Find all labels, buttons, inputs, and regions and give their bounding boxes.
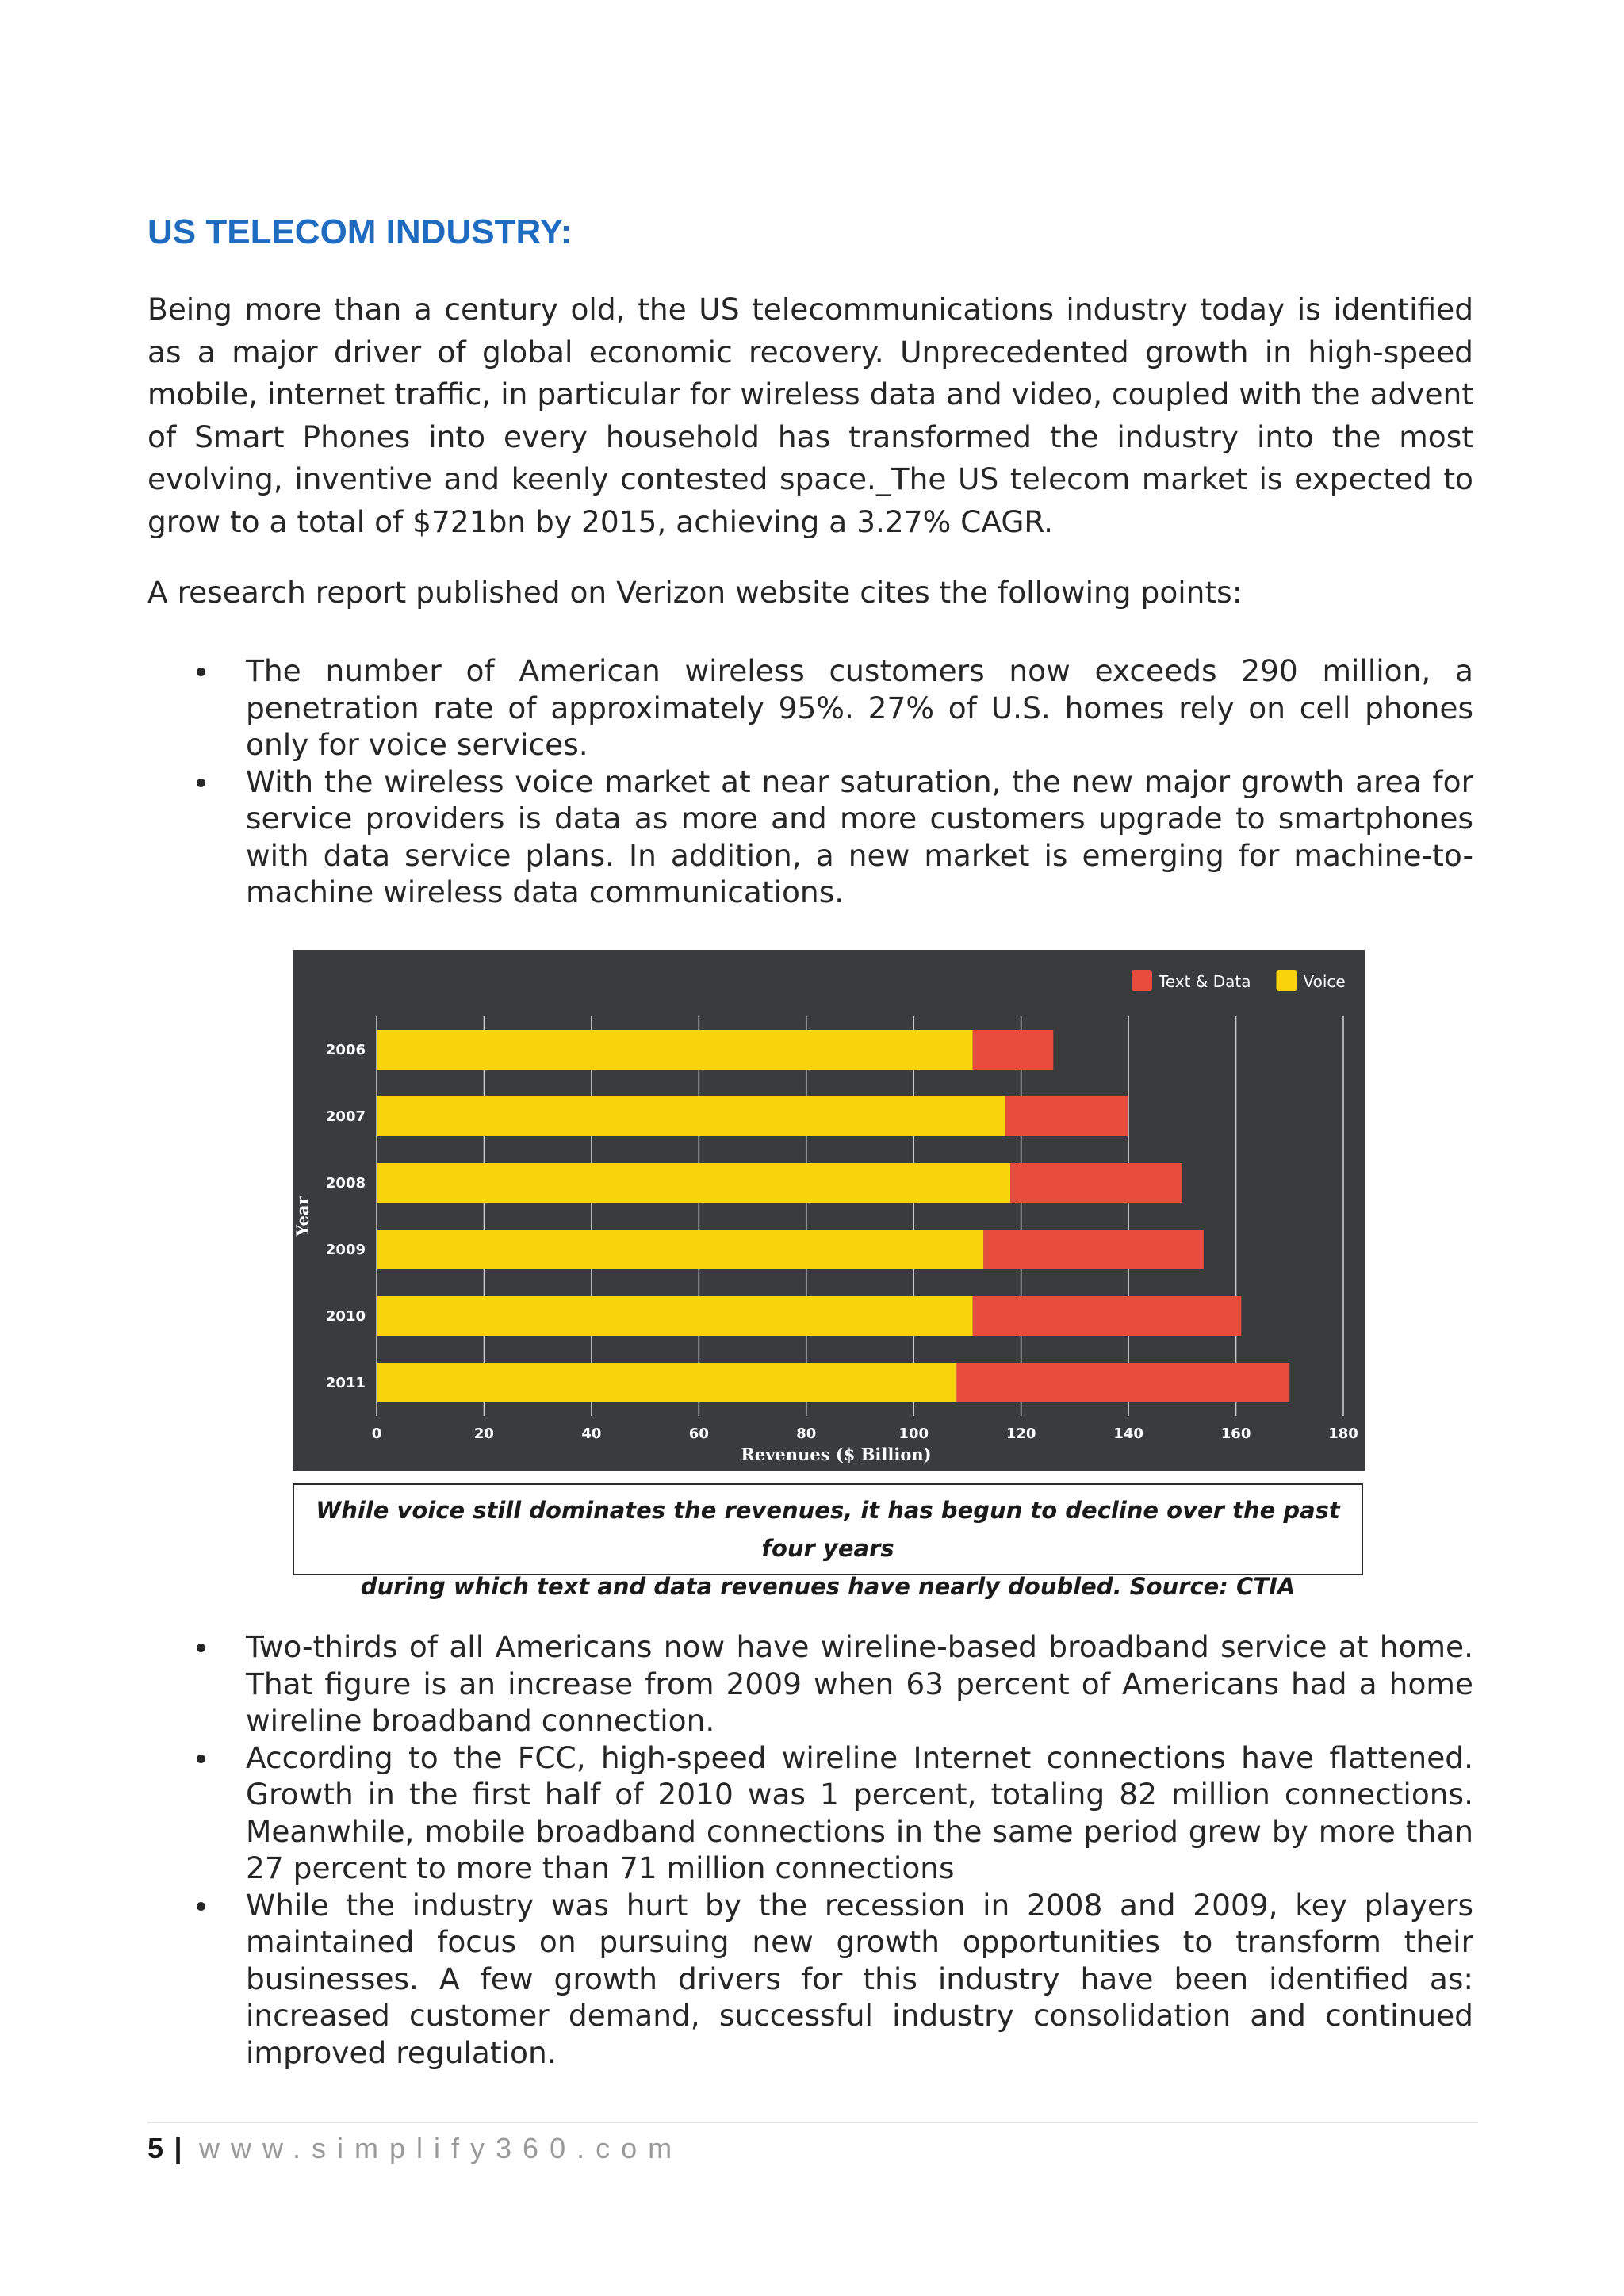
bar-voice-2011: [377, 1363, 956, 1402]
legend-label: Text & Data: [1159, 972, 1251, 991]
bullet-text: Two-thirds of all Americans now have wireline-based broadband service at home. That figure is an increase from 2009 when 63 percent of Americans had a home wireline broadband connection.: [246, 1629, 1473, 1738]
bar-text-data-2010: [973, 1296, 1242, 1336]
y-tick-label: 2007: [325, 1108, 366, 1125]
bullet-text: With the wireless voice market at near saturation, the new major growth area for service providers is data as more and more customers upgrade to smartphones with data service plans. In addition, a new market is emerging for machine-to-machine wireless data communications.: [246, 763, 1473, 909]
x-tick-label: 160: [1220, 1425, 1251, 1442]
page-number: 5: [147, 2132, 164, 2164]
x-axis-label: Revenues ($ Billion): [741, 1445, 932, 1464]
bullet-dot-icon: [197, 668, 205, 676]
caption-line-2: during which text and data revenues have nearly doubled. Source: CTIA: [360, 1573, 1296, 1600]
y-tick-label: 2010: [325, 1308, 366, 1325]
bullet-dot-icon: [197, 1902, 205, 1911]
bullet-list-bottom: [147, 1628, 1473, 2071]
legend-swatch: [1277, 970, 1297, 991]
bullet-item: [147, 1887, 1473, 2072]
x-tick-label: 120: [1005, 1425, 1036, 1442]
bar-voice-2010: [377, 1296, 973, 1336]
y-tick-label: 2008: [325, 1175, 366, 1192]
x-tick-label: 0: [371, 1425, 382, 1442]
report-intro-paragraph: A research report published on Verizon website cites the following points:: [147, 575, 1243, 610]
chart-caption: [293, 1483, 1363, 1600]
y-tick-label: 2009: [325, 1242, 366, 1258]
bullet-text: According to the FCC, high-speed wireline Internet connections have flattened. Growth in the first half of 2010 was 1 percent, totaling 82 million connections. Meanwhile, mobile broadband connections in the same period grew by more than 27 percent to more than 71 million connections: [246, 1739, 1473, 1885]
bullet-dot-icon: [197, 1755, 205, 1763]
footer-divider: [147, 2122, 1478, 2123]
intro-paragraph: Being more than a century old, the US telecommunications industry today is identified as a major driver of global economic recovery. Unprecedented growth in high-speed mobile, internet traffic, in particular for wireless data and video, coupled with the advent of Smart Phones into every household has transformed the industry into the most evolving, inventive and keenly contested space._The US telecom market is expected to grow to a total of $721bn by 2015, achieving a 3.27% CAGR.: [147, 292, 1473, 539]
bullet-text: The number of American wireless customers now exceeds 290 million, a penetration rate of approximately 95%. 27% of U.S. homes rely on cell phones only for voice services.: [246, 653, 1473, 762]
bar-voice-2007: [377, 1096, 1005, 1136]
x-tick-label: 180: [1328, 1425, 1358, 1442]
bullet-item: [147, 1739, 1473, 1887]
revenue-bar-chart: [293, 950, 1365, 1471]
bullet-list-top: [147, 652, 1473, 911]
bar-text-data-2007: [1005, 1096, 1128, 1136]
y-tick-label: 2006: [325, 1042, 366, 1058]
section-heading: US TELECOM INDUSTRY:: [147, 212, 573, 251]
footer-website-link[interactable]: www.simplify360.com: [199, 2132, 684, 2164]
bullet-item: [147, 763, 1473, 911]
bar-voice-2006: [377, 1030, 973, 1070]
bullet-item: [147, 652, 1473, 763]
legend-swatch: [1132, 970, 1152, 991]
bullet-dot-icon: [197, 1644, 205, 1652]
bar-text-data-2009: [983, 1230, 1204, 1269]
bar-text-data-2011: [956, 1363, 1289, 1402]
x-tick-label: 40: [581, 1425, 602, 1442]
page-footer: [147, 2130, 683, 2168]
x-tick-label: 140: [1113, 1425, 1143, 1442]
caption-line-1: While voice still dominates the revenues, it has begun to decline over the past four years: [316, 1497, 1340, 1562]
bar-text-data-2006: [973, 1030, 1054, 1070]
bar-voice-2008: [377, 1163, 1010, 1203]
bar-text-data-2008: [1010, 1163, 1182, 1203]
x-tick-label: 80: [796, 1425, 817, 1442]
bar-voice-2009: [377, 1230, 983, 1269]
x-tick-label: 20: [473, 1425, 494, 1442]
legend-label: Voice: [1303, 972, 1346, 991]
y-axis-label: Year: [293, 1196, 312, 1237]
footer-separator: |: [174, 2132, 182, 2164]
x-tick-label: 100: [898, 1425, 929, 1442]
bullet-text: While the industry was hurt by the recession in 2008 and 2009, key players maintained focus on pursuing new growth opportunities to transform their businesses. A few growth drivers for this industry have been identified as: increased customer demand, successful industry consolidation and continued improved regulation.: [246, 1887, 1473, 2070]
y-tick-label: 2011: [325, 1375, 366, 1391]
bullet-dot-icon: [197, 779, 205, 787]
bullet-item: [147, 1628, 1473, 1739]
x-tick-label: 60: [688, 1425, 709, 1442]
